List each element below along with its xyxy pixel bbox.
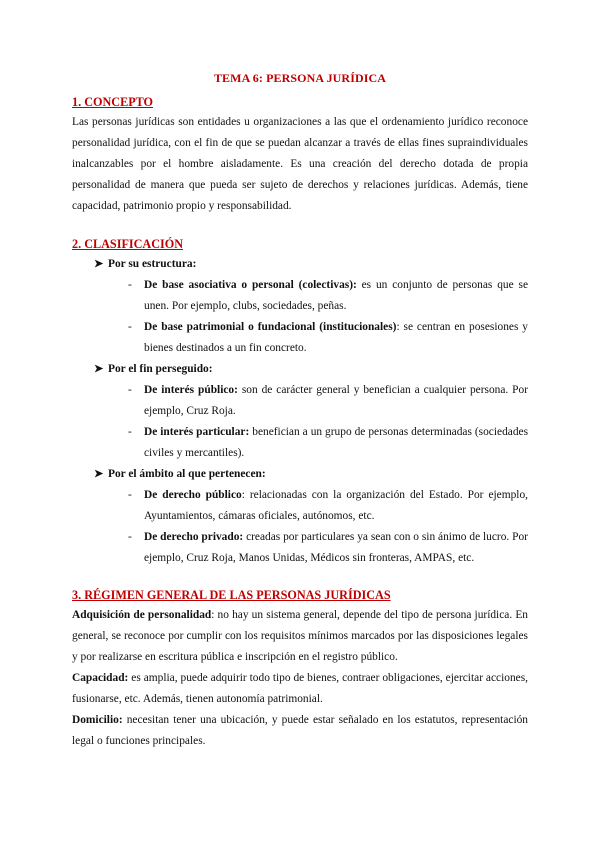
arrowhead-icon: ➤ bbox=[94, 363, 104, 375]
section-heading-concepto: 1. CONCEPTO bbox=[72, 95, 154, 109]
dash-icon: - bbox=[128, 279, 132, 291]
group-label: Por el fin perseguido: bbox=[108, 363, 213, 375]
classification-group bbox=[72, 254, 528, 275]
list-item bbox=[72, 317, 528, 359]
dash-icon: - bbox=[128, 426, 132, 438]
item-text: : relacionadas con la organización del Estado. Por ejemplo, Ayuntamientos, cámaras oficiales, autónomos, etc. bbox=[144, 489, 528, 522]
dash-icon: - bbox=[128, 384, 132, 396]
list-item bbox=[72, 380, 528, 422]
item-text: : se centran en posesiones y bienes destinados a un fin concreto. bbox=[144, 321, 528, 354]
item-term: De interés público: bbox=[144, 384, 238, 396]
item-text: creadas por particulares ya sean con o sin ánimo de lucro. Por ejemplo, Cruz Roja, Manos Unidas, Médicos sin fronteras, AMPAS, etc. bbox=[144, 531, 528, 564]
classification-group bbox=[72, 464, 528, 485]
paragraph-term: Adquisición de personalidad bbox=[72, 609, 212, 621]
section-heading-regimen: 3. RÉGIMEN GENERAL DE LAS PERSONAS JURÍDICAS bbox=[72, 588, 391, 602]
regimen-paragraph bbox=[72, 710, 528, 752]
document-page bbox=[72, 68, 528, 752]
section-heading-clasificacion: 2. CLASIFICACIÓN bbox=[72, 237, 184, 251]
list-item bbox=[72, 485, 528, 527]
paragraph-text: es amplia, puede adquirir todo tipo de bienes, contraer obligaciones, ejercitar acciones, fusionarse, etc. Además, tienen autonomía patrimonial. bbox=[72, 672, 528, 705]
group-label: Por su estructura: bbox=[108, 258, 197, 270]
classification-group bbox=[72, 359, 528, 380]
item-text: benefician a un grupo de personas determinadas (sociedades civiles y mercantiles). bbox=[144, 426, 529, 459]
paragraph-text: necesitan tener una ubicación, y puede estar señalado en los estatutos, representación legal o funciones principales. bbox=[72, 714, 528, 747]
dash-icon: - bbox=[128, 321, 132, 333]
paragraph-term: Domicilio: bbox=[72, 714, 123, 726]
item-text: es un conjunto de personas que se unen. Por ejemplo, clubs, sociedades, peñas. bbox=[144, 279, 528, 312]
item-term: De derecho privado: bbox=[144, 531, 244, 543]
item-term: De interés particular: bbox=[144, 426, 250, 438]
list-item bbox=[72, 527, 528, 569]
group-label: Por el ámbito al que pertenecen: bbox=[108, 468, 266, 480]
item-term: De base patrimonial o fundacional (institucionales) bbox=[144, 321, 397, 333]
list-item bbox=[72, 422, 528, 464]
item-text: son de carácter general y benefician a cualquier persona. Por ejemplo, Cruz Roja. bbox=[144, 384, 529, 417]
regimen-paragraph bbox=[72, 605, 528, 668]
item-term: De base asociativa o personal (colectivas): bbox=[144, 279, 357, 291]
arrowhead-icon: ➤ bbox=[94, 468, 104, 480]
paragraph-term: Capacidad: bbox=[72, 672, 129, 684]
item-term: De derecho público bbox=[144, 489, 242, 501]
dash-icon: - bbox=[128, 489, 132, 501]
dash-icon: - bbox=[128, 531, 132, 543]
arrowhead-icon: ➤ bbox=[94, 258, 104, 270]
list-item bbox=[72, 275, 528, 317]
concepto-paragraph: Las personas jurídicas son entidades u organizaciones a las que el ordenamiento jurídico reconoce personalidad jurídica, con el fin de que se puedan alcanzar a través de ellas fines supraindividuales inalcanzables por el hombre aisladamente. Es una creación del derecho dotada de propia personalidad de manera que pueda ser sujeto de derechos y relaciones jurídicas. Además, tiene capacidad, patrimonio propio y responsabilidad. bbox=[72, 116, 528, 212]
paragraph-text: : no hay un sistema general, depende del tipo de persona jurídica. En general, se reconoce por cumplir con los requisitos mínimos marcados por las disposiciones legales y por realizarse en escritura pública e inscripción en el registro público. bbox=[72, 609, 528, 663]
regimen-paragraph bbox=[72, 668, 528, 710]
page-title: TEMA 6: PERSONA JURÍDICA bbox=[213, 71, 387, 85]
